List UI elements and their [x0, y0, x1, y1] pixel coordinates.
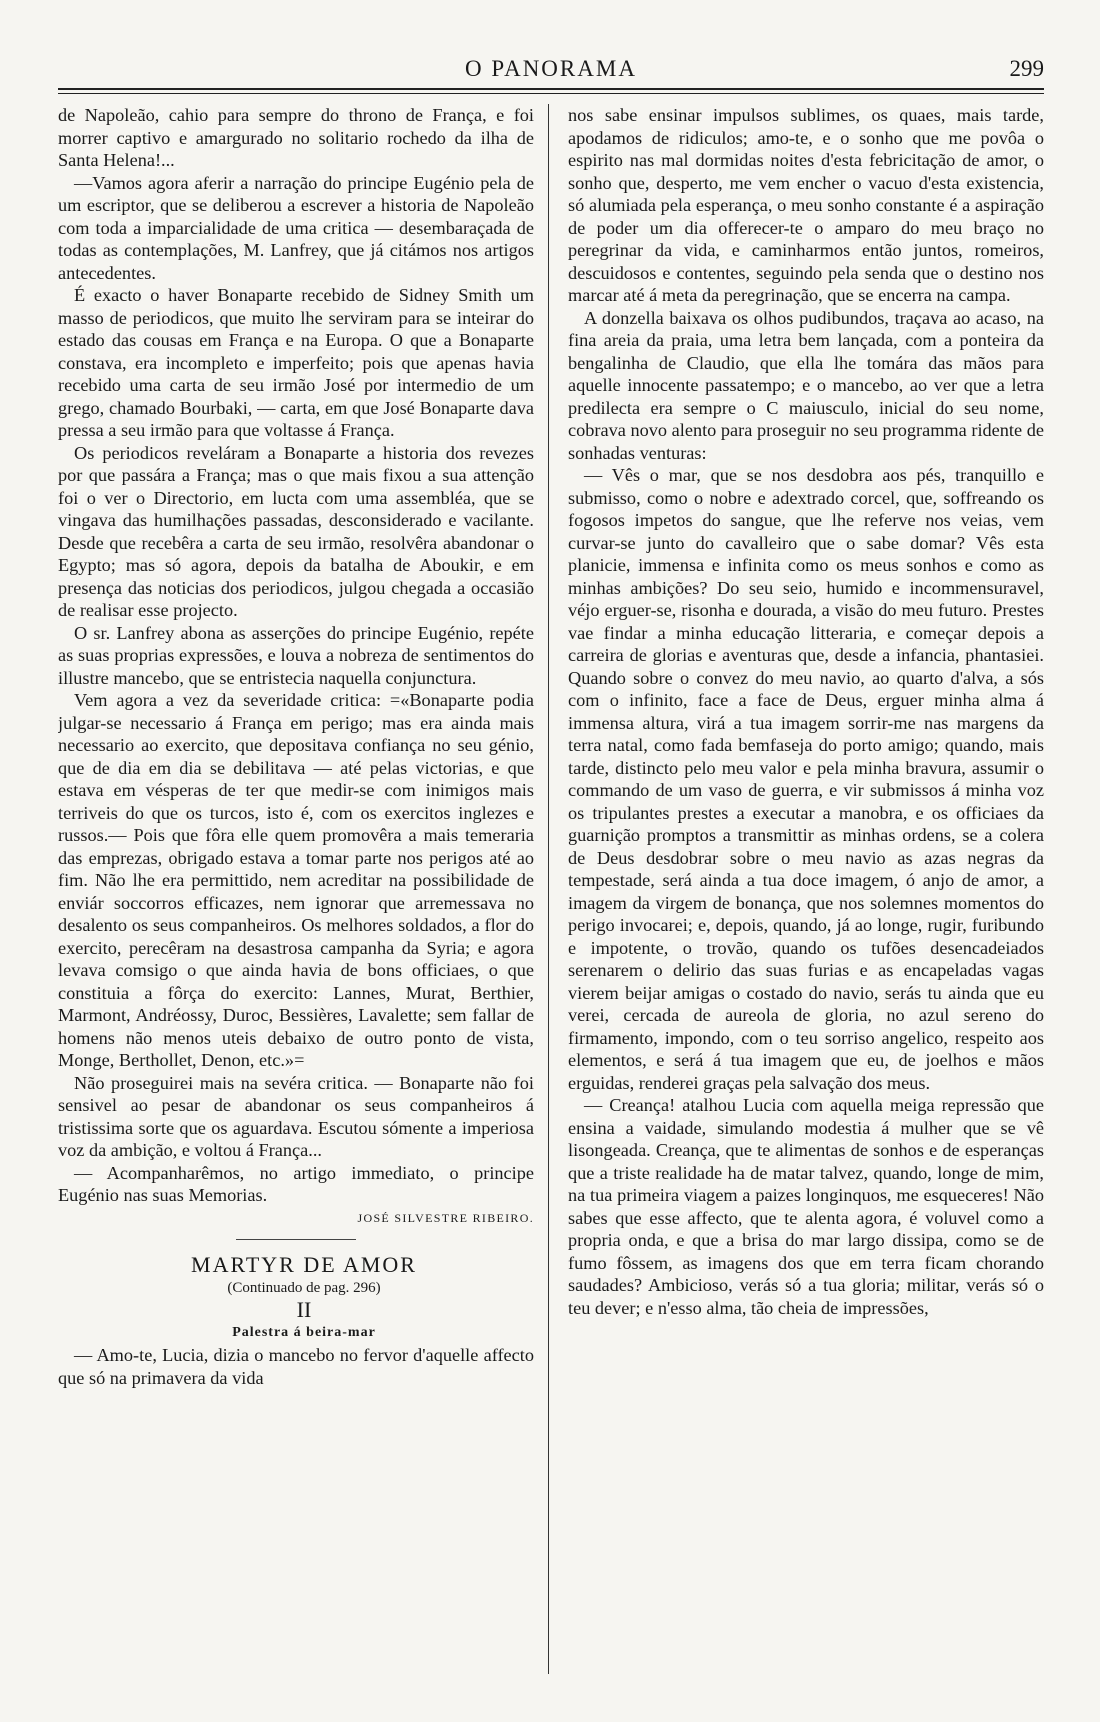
- paragraph: —Vamos agora aferir a narração do principe Eugénio pela de um escriptor, que se deliberou a escrever a historia de Napoleão com toda a imparcialidade de uma critica — desembaraçada de todas as contemplações, M. Lanfrey, que já citámos nos artigos antecedentes.: [58, 172, 534, 283]
- header-rule-thick: [58, 88, 1044, 90]
- paragraph: — Creança! atalhou Lucia com aquella meiga repressão que ensina a vaidade, simulando modestia á mulher que se vê lisongeada. Creança, que te alimentas de sonhos e de esperanças que a triste realidade ha de matar talvez, quando, longe de mim, na tua primeira viagem a paizes longinquos, me esqueceres! Não sabes que esse affecto, que te alenta agora, é voluvel como a propria onda, e que a brisa do mar largo dissipa, como se de fumo fôssem, as imagens dos que em terra ficam chorando saudades? Ambicioso, verás só a tua gloria; militar, verás só o teu dever; e n'esso alma, tão cheia de impressões,: [568, 1095, 1044, 1318]
- story-title: MARTYR DE AMOR: [191, 1252, 417, 1277]
- paragraph: — Acompanharêmos, no artigo immediato, o principe Eugénio nas suas Memorias.: [58, 1162, 534, 1205]
- author-signature: JOSÉ SILVESTRE RIBEIRO.: [357, 1210, 534, 1225]
- continuation-note: (Continuado de pag. 296): [227, 1279, 381, 1296]
- publication-title: O PANORAMA: [465, 56, 637, 81]
- right-column: [568, 104, 1044, 1704]
- chapter-number: II: [296, 1297, 312, 1322]
- chapter-subtitle: Palestra á beira-mar: [232, 1324, 376, 1340]
- paragraph: nos sabe ensinar impulsos sublimes, os quaes, mais tarde, apodamos de ridiculos; amo-te, e o sonho que me povôa o espirito nas mal dormidas noites d'esta febricitação de amor, o sonho que, desperto, me vem encher o vacuo d'esta existencia, só alumiada pela esperança, o meu sonho constante é a aspiração de poder um dia offerecer-te o amparo do meu braço no peregrinar da vida, e caminharmos então juntos, romeiros, descuidosos e contentes, seguindo pela senda que o destino nos marcar até á meta da peregrinação, que se encerra na campa.: [568, 105, 1044, 305]
- page-header: [58, 56, 1044, 90]
- paragraph: O sr. Lanfrey abona as asserções do principe Eugénio, repéte as suas proprias expressões, e louva a nobreza de sentimentos do illustre mancebo, que se entristecia naquella conjunctura.: [58, 622, 534, 688]
- paragraph: Não proseguirei mais na sevéra critica. — Bonaparte não foi sensivel ao pesar de abandonar os seus companheiros á tristissima sorte que os aguardava. Escutou sómente a imperiosa voz da ambição, e voltou á França...: [58, 1072, 534, 1160]
- paragraph: A donzella baixava os olhos pudibundos, traçava ao acaso, na fina areia da praia, uma letra bem lançada, com a ponteira da bengalinha de Claudio, que ella lhe tomára das mãos para aquelle innocente passatempo; e o mancebo, ao ver que a letra predilecta era sempre o C maiusculo, inicial do seu nome, cobrava novo alento para proseguir no seu programma ridente de sonhadas venturas:: [568, 307, 1044, 463]
- paragraph: de Napoleão, cahio para sempre do throno de França, e foi morrer captivo e amargurado no solitario rochedo da ilha de Santa Helena!...: [58, 105, 534, 170]
- page-number: 299: [1009, 56, 1044, 81]
- paragraph: — Vês o mar, que se nos desdobra aos pés, tranquillo e submisso, como o nobre e adextrado corcel, que, soffreando os fogosos impetos do sangue, que lhe referve nos veias, vem curvar-se junto do cavalleiro que o sabe domar? Vês esta planicie, immensa e infinita como os meus sonhos e como as minhas ambições? Do seu seio, humido e incommensuravel, véjo erguer-se, risonha e dourada, a visão do meu futuro. Prestes vae findar a minha educação litteraria, e começar depois a carreira de glorias e aventuras que, desde a infancia, phantasiei. Quando sobre o convez do meu navio, ao quarto d'alva, a sós com o infinito, face a face de Deus, erguer minha alma á immensa altura, virá a tua imagem sorrir-me nas margens da terra natal, como fada bemfaseja do porto amigo; quando, mais tarde, distincto pelo meu valor e pela minha bravura, assumir o commando de um vaso de guerra, e vir submissos á minha voz os tripulantes prestes a executar a manobra, e os officiaes da guarnição promptos a transmittir as minhas ordens, se a colera de Deus desdobrar sobre o meu navio as azas negras da tempestade, será ainda a tua doce imagem, ó anjo de amor, a imagem da virgem de bonança, que nos solemnes momentos do perigo invocarei; e, depois, quando, já ao longe, rugir, furibundo e impotente, o trovão, quando os tufões desencadeiados serenarem o delirio das suas furias e as encapeladas vagas vierem beijar amigas o costado do navio, serás tu ainda que eu verei, cercada de aureola de gloria, no azul sereno do firmamento, impondo, com o teu sorriso angelico, respeito aos elementos, e será á tua imagem que eu, de joelhos e mãos erguidas, renderei graças pela salvação dos meus.: [568, 465, 1044, 1093]
- paragraph: — Amo-te, Lucia, dizia o mancebo no fervor d'aquelle affecto que só na primavera da vida: [58, 1345, 534, 1388]
- paragraph: É exacto o haver Bonaparte recebido de Sidney Smith um masso de periodicos, que muito lhe serviram para se inteirar do estado das cousas em França e na Europa. O que a Bonaparte constava, era incompleto e imperfeito; pois que apenas havia recebido uma carta de seu irmão José por intermedio de um grego, chamado Bourbaki, — carta, em que José Bonaparte dava pressa a seu irmão para que voltasse á França.: [58, 285, 534, 440]
- section-separator: [236, 1239, 356, 1240]
- left-column: [58, 104, 534, 1704]
- paragraph: Os periodicos reveláram a Bonaparte a historia dos revezes por que passára a França; mas o que mais fixou a sua attenção foi o ver o Directorio, em lucta com uma assembléa, que se vingava das humilhações passadas, desconsiderado e vacilante. Desde que recebêra a carta de seu irmão, resolvêra abandonar o Egypto; mas só agora, depois da batalha de Aboukir, e em presença das noticias dos periodicos, julgou chegada a occasião de realisar esse projecto.: [58, 442, 534, 620]
- paragraph: Vem agora a vez da severidade critica: =«Bonaparte podia julgar-se necessario á França em perigo; mas era ainda mais necessario ao exercito, que depositava confiança no seu génio, que de dia em dia se debilitava — até pelas victorias, e que estava em vésperas de ter que medir-se com inimigos mais terriveis do que os turcos, isto é, com os exercitos inglezes e russos.— Pois que fôra elle quem promovêra a mais temeraria das emprezas, obrigado estava a tomar parte nos perigos até ao fim. Não lhe era permittido, nem acreditar na possibilidade de enviár soccorros efficazes, nem ignorar que arremessava no desalento os seus companheiros. Os melhores soldados, a flor do exercito, perecêram na desastrosa campanha da Syria; e agora levava comsigo o que ainda havia de bons officiaes, o que constituia a fôrça do exercito: Lannes, Murat, Berthier, Marmont, Andréossy, Duroc, Bessières, Lavalette; sem fallar de homens não menos uteis debaixo de outro ponto de vista, Monge, Berthollet, Denon, etc.»=: [58, 690, 534, 1070]
- header-rule-thin: [58, 93, 1044, 94]
- column-divider: [548, 104, 549, 1674]
